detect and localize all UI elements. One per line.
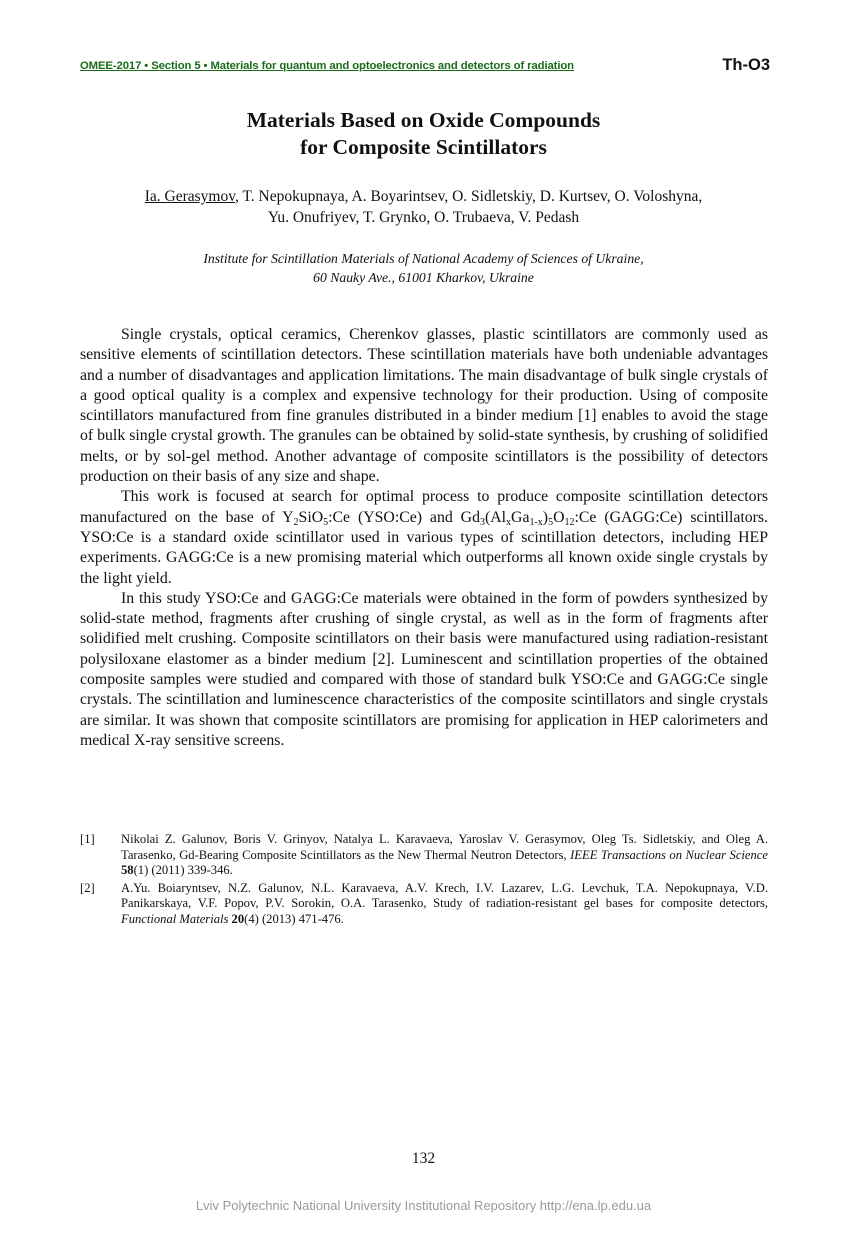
authors-line-1-rest: , T. Nepokupnaya, A. Boyarintsev, O. Sidletskiy, D. Kurtsev, O. Voloshyna,: [234, 188, 703, 205]
conference-section-label: OMEE-2017 • Section 5 • Materials for quantum and optoelectronics and detectors of radiation: [80, 60, 574, 72]
affiliation-line-2: 60 Nauky Ave., 61001 Kharkov, Ukraine: [313, 270, 534, 285]
page-number: 132: [411, 1150, 436, 1167]
authors-line-2: Yu. Onufriyev, T. Grynko, O. Trubaeva, V. Pedash: [267, 209, 580, 226]
reference-number: [2]: [80, 880, 95, 895]
paragraph-1: Single crystals, optical ceramics, Cherenkov glasses, plastic scintillators are commonly used as sensitive elements of scintillation detectors. These scintillation materials have both undeniable advantages and a number of disadvantages and application limitations. The main disadvantage of bulk single crystals of a good optical quality is a complex and expensive technology for their production. Using of composite scintillators manufactured from fine granules distributed in a binder medium [1] enables to avoid the stage of bulk single crystal growth. The granules can be obtained by solid-state synthesis, by crushing of solidified melts, or by sol-gel method. Another advantage of composite scintillators is the possibility of detectors production on their basis of any size and shape.: [80, 326, 768, 486]
session-code: Th-O3: [722, 56, 770, 74]
repository-footer: Lviv Polytechnic National University Institutional Repository http://ena.lp.edu.ua: [195, 1198, 652, 1213]
title-line-2: for Composite Scintillators: [300, 135, 547, 159]
references: [80, 832, 768, 930]
title-line-1: Materials Based on Oxide Compounds: [246, 108, 601, 132]
reference-item: [2] A.Yu. Boiaryntsev, N.Z. Galunov, N.L. Karavaeva, A.V. Krech, I.V. Lazarev, L.G. Levchuk, T.A. Nepokupnaya, V.D. Panikarskaya, V.F. Popov, P.V. Sorokin, O.A. Tarasenko, Study of radiation-resistant gel bases for composite detectors, Functional Materials 20(4) (2013) 471-476.: [80, 880, 768, 926]
journal-name: Functional Materials: [121, 911, 229, 926]
presenting-author: Ia. Gerasymov: [144, 188, 235, 205]
paragraph-3: In this study YSO:Ce and GAGG:Ce materials were obtained in the form of powders synthesized by solid-state method, fragments after crushing of single crystal, as well as in the form of fragments after solidified melt crushing. Composite scintillators on their basis were manufactured using radiation-resistant polysiloxane elastomer as a binder medium [2]. Luminescent and scintillation properties of the obtained composite samples were studied and compared with those of standard bulk YSO:Ce and GAGG:Ce single crystals. The scintillation and luminescence characteristics of the composite scintillators and single crystals are similar. It was shown that composite scintillators are promising for application in HEP calorimeters and medical X-ray sensitive screens.: [80, 589, 768, 749]
affiliation-line-1: Institute for Scintillation Materials of National Academy of Sciences of Ukraine,: [203, 251, 644, 266]
affiliation: [0, 249, 847, 287]
authors-line-1: [0, 186, 847, 207]
conference-header: [80, 56, 770, 80]
abstract-body: [80, 325, 768, 751]
paper-title: [0, 107, 847, 161]
reference-item: [1] Nikolai Z. Galunov, Boris V. Grinyov, Natalya L. Karavaeva, Yaroslav V. Gerasymov, Oleg Ts. Sidletskiy, and Oleg A. Tarasenko, Gd-Bearing Composite Scintillators as the New Thermal Neutron Detectors, IEEE Transactions on Nuclear Science 58(1) (2011) 339-346.: [80, 832, 768, 878]
author-list: [0, 186, 847, 228]
reference-number: [1]: [80, 832, 95, 846]
paragraph-2: This work is focused at search for optimal process to produce composite scintillation detectors manufactured on the base of $Y_2SiO_5:Ce$ (YSO:Ce) and $Gd_3(Al_xGa_{1-x})_5O_{12}:Ce$ (GAGG:Ce) scintillators. YSO:Ce is a standard oxide scintillator used in various types of scintillation detectors, including HEP experiments. GAGG:Ce is a new promising material which outperforms all known oxide single crystals by the light yield.: [80, 488, 768, 587]
journal-name: IEEE Transactions on Nuclear Science: [570, 847, 768, 862]
